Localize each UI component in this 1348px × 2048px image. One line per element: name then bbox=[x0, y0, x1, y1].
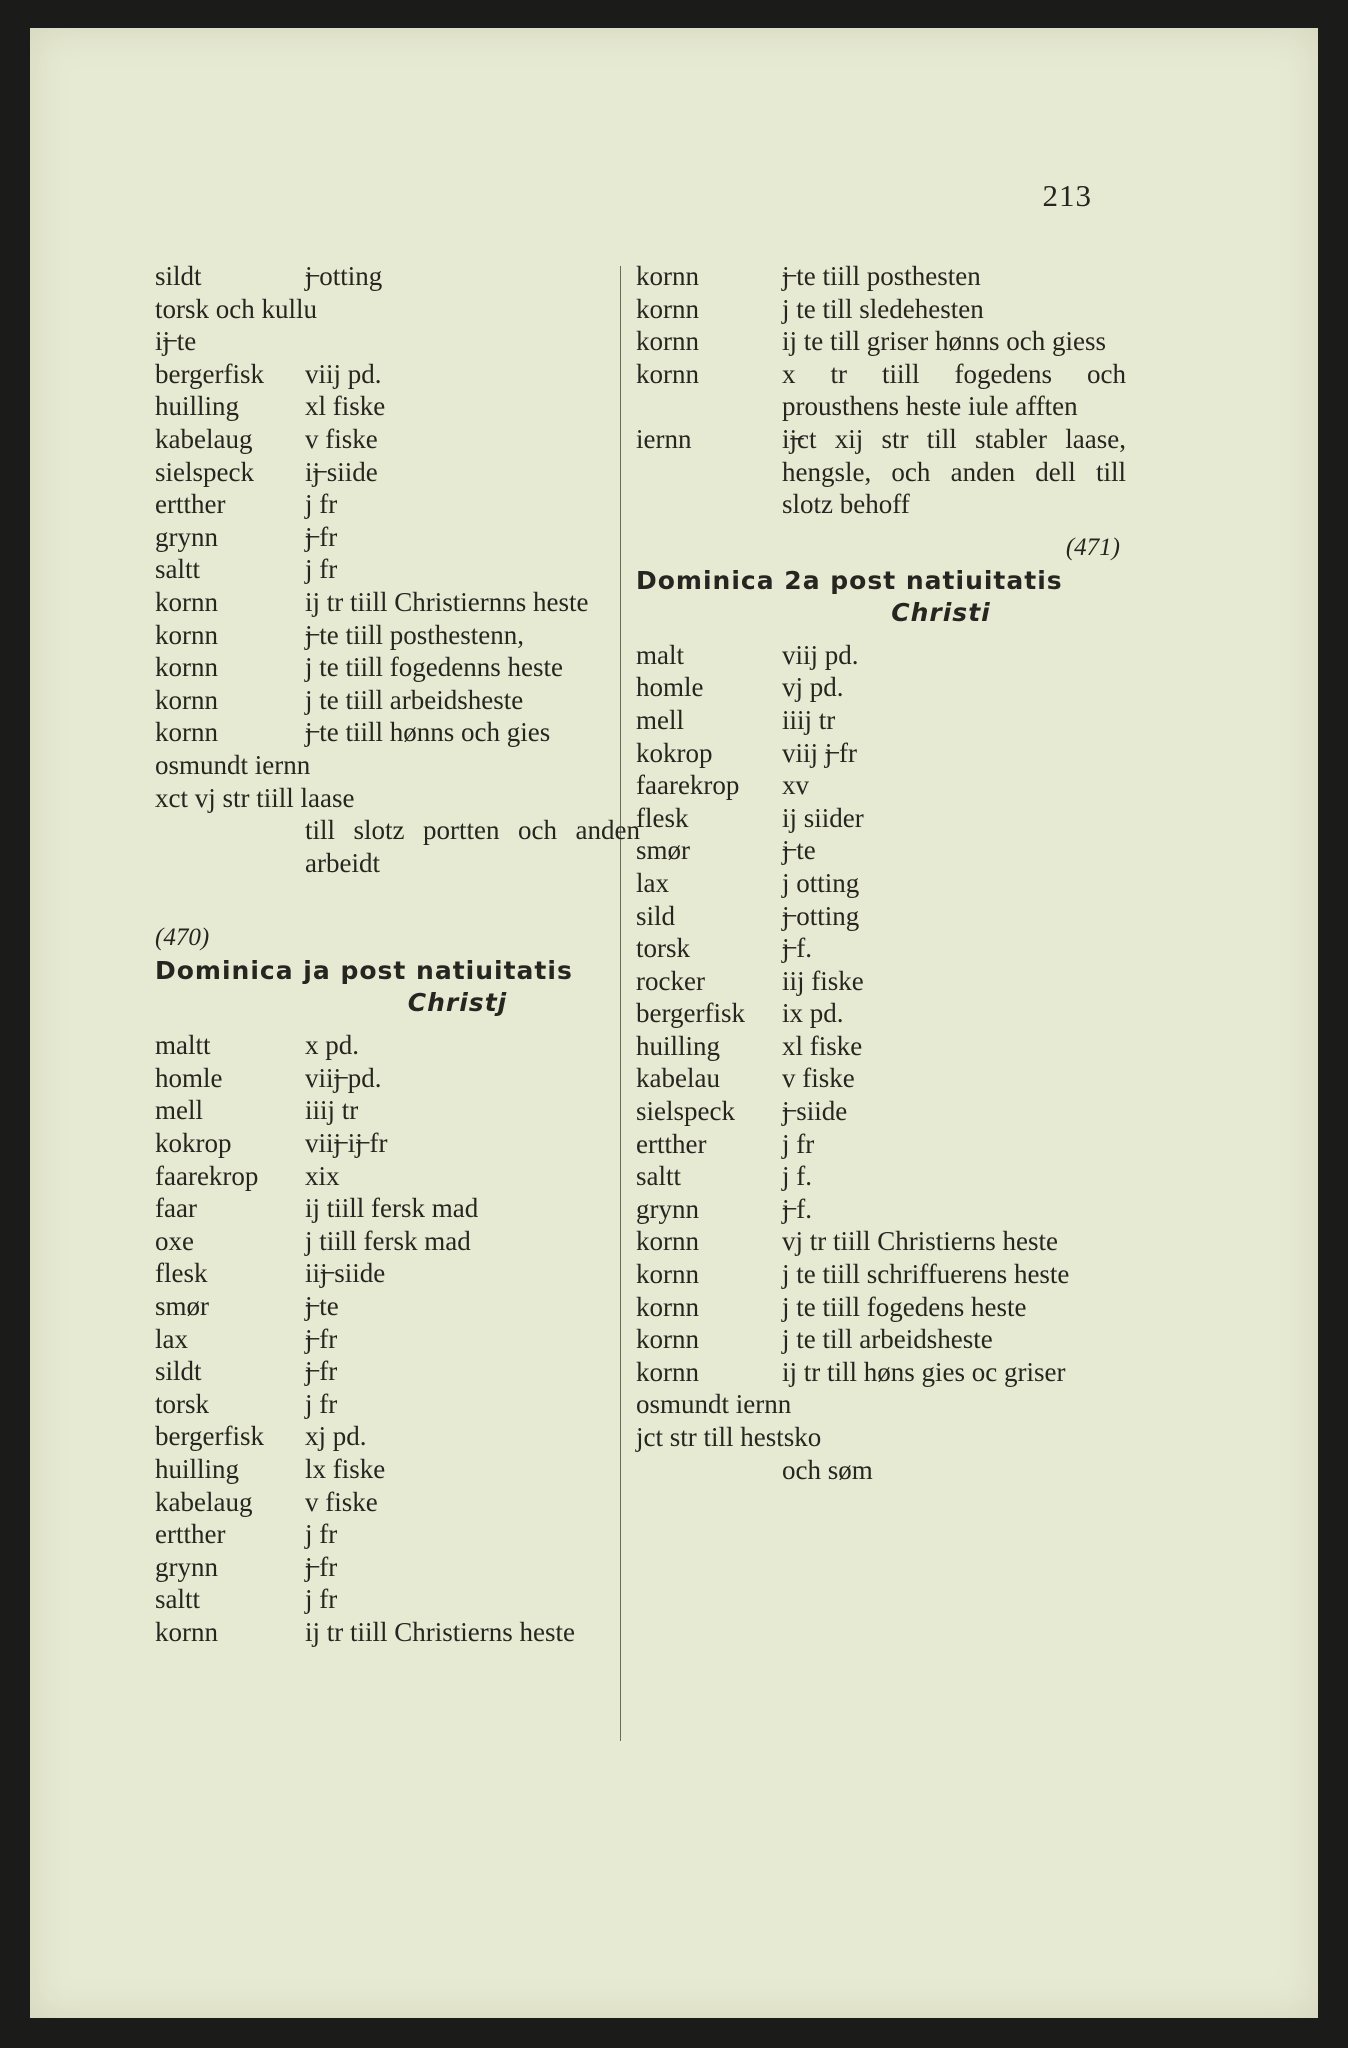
entry-value: j̶ fr bbox=[305, 1551, 338, 1582]
entry-value: ij tr tiill Christiernns heste bbox=[305, 586, 589, 617]
entry-term: faarekrop bbox=[155, 1160, 259, 1191]
ledger-entry bbox=[155, 1453, 640, 1486]
ledger-entry bbox=[636, 1356, 1126, 1389]
ledger-entry bbox=[636, 1225, 1126, 1258]
entry-term: bergerfisk bbox=[155, 358, 264, 389]
ledger-entry bbox=[155, 456, 640, 489]
ledger-entry bbox=[636, 802, 1126, 835]
ledger-entry bbox=[636, 1030, 1126, 1063]
entry-term: malt bbox=[636, 639, 684, 670]
entry-term: huilling bbox=[155, 1454, 240, 1484]
entry-value: j te till sledehesten bbox=[782, 293, 984, 324]
right-entries-top bbox=[636, 260, 1126, 521]
left-entries-top bbox=[155, 260, 640, 879]
document-page bbox=[30, 28, 1318, 2018]
entry-term: homle bbox=[155, 1062, 223, 1093]
ledger-entry bbox=[636, 260, 1126, 293]
ledger-entry bbox=[155, 1062, 640, 1095]
entry-value: ij tr tiill Christierns heste bbox=[305, 1616, 575, 1647]
entry-value: iiij tr bbox=[782, 704, 836, 735]
entry-term: kabelaug bbox=[155, 1486, 253, 1517]
entry-value: lx fiske bbox=[305, 1454, 386, 1484]
ledger-entry bbox=[636, 704, 1126, 737]
entry-term: torsk bbox=[636, 933, 690, 964]
entry-term: smør bbox=[155, 1291, 209, 1322]
ledger-entry bbox=[155, 1388, 640, 1421]
entry-value: j̶ otting bbox=[305, 261, 383, 291]
ledger-entry bbox=[155, 1551, 640, 1584]
entry-value: viij j̶ fr bbox=[782, 737, 857, 768]
entry-value: j̶ fr bbox=[305, 1323, 338, 1354]
entry-term: saltt bbox=[155, 554, 200, 585]
entry-reference-471: (471) bbox=[1065, 533, 1120, 561]
ledger-entry bbox=[636, 1128, 1126, 1161]
entry-value: ij tr till høns gies oc griser bbox=[782, 1356, 1066, 1387]
ledger-entry bbox=[636, 639, 1126, 672]
ledger-entry bbox=[636, 1258, 1126, 1291]
entry-term: kornn bbox=[155, 586, 218, 617]
entry-term: sildt bbox=[155, 1356, 202, 1387]
ledger-entry bbox=[636, 737, 1126, 770]
entry-value: xj pd. bbox=[305, 1421, 367, 1452]
ledger-entry bbox=[636, 325, 1126, 358]
entry-reference-470: (470) bbox=[155, 924, 210, 952]
entry-term: bergerfisk bbox=[155, 1421, 264, 1452]
entry-term: maltt bbox=[155, 1030, 211, 1061]
entry-value: j̶ te tiill posthestenn, bbox=[305, 619, 524, 650]
ledger-entry bbox=[155, 358, 640, 391]
entry-term: iernn bbox=[636, 423, 692, 454]
entry-value: j̶ f. bbox=[782, 1193, 812, 1224]
entry-value: j te tiill fogedens heste bbox=[782, 1291, 1027, 1322]
ledger-entry bbox=[155, 749, 640, 879]
ledger-entry bbox=[155, 390, 640, 423]
entry-value: j te till arbeidsheste bbox=[782, 1324, 993, 1355]
ledger-entry bbox=[155, 1355, 640, 1388]
entry-term: smør bbox=[636, 835, 690, 866]
entry-continuation: och søm bbox=[782, 1454, 873, 1485]
ledger-entry bbox=[636, 867, 1126, 900]
ledger-entry bbox=[155, 586, 640, 619]
entry-term: kornn bbox=[155, 717, 218, 748]
entry-value: v fiske bbox=[305, 423, 378, 454]
entry-value: ij tiill fersk mad bbox=[305, 1193, 479, 1224]
entry-value: j̶ f. bbox=[782, 933, 812, 964]
entry-term: kornn bbox=[636, 1324, 699, 1355]
entry-value: x tr tiill fogedens och prousthens heste iule afften bbox=[782, 358, 1126, 422]
entry-value: j fr bbox=[305, 1584, 338, 1615]
ledger-entry bbox=[155, 1616, 640, 1649]
entry-value: j̶ fr bbox=[305, 1356, 338, 1387]
entry-term: mell bbox=[155, 1095, 203, 1126]
ledger-entry bbox=[636, 1095, 1126, 1128]
ledger-entry bbox=[636, 358, 1126, 423]
entry-term: ertther bbox=[155, 1519, 226, 1550]
entry-value: ij̶ct xij str till stabler laase, hengsle, och anden dell till slotz behoff bbox=[782, 423, 1126, 520]
entry-term: kornn bbox=[155, 684, 218, 715]
ledger-entry bbox=[155, 1583, 640, 1616]
entry-value: xl fiske bbox=[782, 1030, 863, 1061]
entry-term: torsk och kullu bbox=[155, 293, 317, 324]
right-entries-bottom bbox=[636, 639, 1126, 1486]
entry-value: j fr bbox=[305, 1519, 338, 1550]
entry-term: grynn bbox=[155, 1551, 218, 1582]
entry-value: j̶ te bbox=[782, 835, 816, 866]
entry-value: j̶ siide bbox=[782, 1096, 848, 1127]
entry-term: bergerfisk bbox=[636, 998, 745, 1029]
entry-value: vj pd. bbox=[782, 672, 844, 703]
entry-term: huilling bbox=[636, 1030, 721, 1061]
entry-value: j̶ fr bbox=[305, 521, 338, 552]
right-column bbox=[636, 260, 1126, 1486]
entry-term: ertther bbox=[636, 1128, 707, 1159]
entry-term: sildt bbox=[155, 261, 202, 291]
ledger-entry bbox=[155, 1323, 640, 1356]
entry-term: oxe bbox=[155, 1225, 194, 1256]
ledger-entry bbox=[155, 1290, 640, 1323]
ledger-entry bbox=[155, 684, 640, 717]
entry-value: iiij tr bbox=[305, 1095, 359, 1126]
ledger-entry bbox=[155, 1160, 640, 1193]
entry-term: sielspeck bbox=[155, 456, 254, 487]
section-heading-right-line2: Christi bbox=[891, 597, 991, 627]
ledger-entry bbox=[155, 488, 640, 521]
entry-value: j f. bbox=[782, 1161, 812, 1192]
ledger-entry bbox=[636, 1388, 1126, 1486]
entry-value: ix pd. bbox=[782, 998, 844, 1029]
entry-term: kornn bbox=[636, 1259, 699, 1290]
entry-value: j fr bbox=[782, 1128, 815, 1159]
entry-term: torsk bbox=[155, 1388, 209, 1419]
entry-term: sielspeck bbox=[636, 1096, 735, 1127]
ledger-entry bbox=[155, 1192, 640, 1225]
ledger-entry bbox=[636, 293, 1126, 326]
entry-term: sild bbox=[636, 900, 676, 931]
section-heading-left-line1: Dominica ja post natiuitatis bbox=[155, 956, 573, 986]
left-entries-bottom bbox=[155, 1029, 640, 1648]
entry-term: kornn bbox=[636, 293, 699, 324]
ledger-entry bbox=[155, 619, 640, 652]
ledger-entry bbox=[155, 1225, 640, 1258]
entry-term: osmundt iernn bbox=[636, 1389, 792, 1420]
ledger-entry bbox=[636, 423, 1126, 521]
entry-value: j tiill fersk mad bbox=[305, 1225, 471, 1256]
entry-value: x pd. bbox=[305, 1030, 359, 1061]
ledger-entry bbox=[636, 1160, 1126, 1193]
ledger-entry bbox=[155, 1486, 640, 1519]
entry-value: j fr bbox=[305, 489, 338, 520]
entry-term: kornn bbox=[155, 652, 218, 683]
entry-value: v fiske bbox=[782, 1063, 855, 1094]
entry-term: flesk bbox=[155, 1258, 208, 1289]
entry-value: viij̶ ij̶ fr bbox=[305, 1128, 388, 1159]
entry-term: osmundt iernn bbox=[155, 749, 311, 780]
entry-term: saltt bbox=[636, 1161, 681, 1192]
entry-value: xv bbox=[782, 770, 809, 801]
ledger-entry bbox=[636, 1323, 1126, 1356]
section-heading-right-line1: Dominica 2a post natiuitatis bbox=[636, 565, 1063, 595]
page-number: 213 bbox=[1042, 178, 1092, 213]
ledger-entry bbox=[636, 900, 1126, 933]
entry-value: j fr bbox=[305, 1388, 338, 1419]
entry-term: rocker bbox=[636, 965, 705, 996]
entry-term: lax bbox=[636, 867, 669, 898]
ledger-entry bbox=[155, 1127, 640, 1160]
entry-value: viij pd. bbox=[782, 639, 859, 670]
entry-value: ij te till griser hønns och giess bbox=[782, 326, 1106, 357]
ledger-entry bbox=[636, 997, 1126, 1030]
entry-term: mell bbox=[636, 704, 684, 735]
entry-term: huilling bbox=[155, 391, 240, 422]
entry-continuation: till slotz portten och anden arbeidt bbox=[305, 815, 640, 878]
entry-term: lax bbox=[155, 1323, 188, 1354]
ledger-entry bbox=[636, 1193, 1126, 1226]
entry-value: j̶ te tiill posthesten bbox=[782, 261, 981, 291]
ledger-entry bbox=[636, 1062, 1126, 1095]
ledger-entry bbox=[155, 521, 640, 554]
entry-value: j fr bbox=[305, 554, 338, 585]
left-column bbox=[155, 260, 640, 1649]
ledger-entry bbox=[636, 834, 1126, 867]
ledger-entry bbox=[155, 651, 640, 684]
entry-value: xct vj str tiill laase bbox=[155, 782, 355, 813]
entry-value: xl fiske bbox=[305, 391, 386, 422]
ledger-entry bbox=[155, 293, 640, 358]
ledger-entry bbox=[155, 1518, 640, 1551]
entry-value: jct str till hestsko bbox=[636, 1422, 822, 1452]
entry-value: ij̶ te bbox=[155, 326, 197, 357]
entry-value: j te tiill fogedenns heste bbox=[305, 652, 563, 683]
entry-value: j̶ otting bbox=[782, 900, 860, 931]
entry-value: vj tr tiill Christierns heste bbox=[782, 1226, 1058, 1257]
entry-value: j̶ te tiill hønns och gies bbox=[305, 717, 551, 748]
entry-term: grynn bbox=[155, 521, 218, 552]
ledger-entry bbox=[155, 1420, 640, 1453]
entry-term: faar bbox=[155, 1193, 197, 1224]
entry-value: ij̶ siide bbox=[305, 456, 378, 487]
ledger-entry bbox=[636, 769, 1126, 802]
entry-term: kornn bbox=[636, 261, 699, 291]
entry-term: faarekrop bbox=[636, 770, 740, 801]
entry-term: kornn bbox=[636, 1226, 699, 1257]
ledger-entry bbox=[155, 1094, 640, 1127]
entry-term: flesk bbox=[636, 802, 689, 833]
entry-term: kokrop bbox=[155, 1128, 232, 1159]
entry-term: kornn bbox=[636, 1291, 699, 1322]
ledger-entry bbox=[636, 671, 1126, 704]
entry-value: ij siider bbox=[782, 802, 864, 833]
ledger-entry bbox=[155, 1029, 640, 1062]
entry-value: j te tiill schriffuerens heste bbox=[782, 1259, 1070, 1290]
entry-value: j otting bbox=[782, 867, 860, 898]
entry-value: iij̶ siide bbox=[305, 1258, 386, 1289]
entry-term: ertther bbox=[155, 489, 226, 520]
entry-term: kornn bbox=[636, 1356, 699, 1387]
section-heading-right bbox=[636, 565, 1126, 629]
entry-term: kornn bbox=[155, 1616, 218, 1647]
entry-term: saltt bbox=[155, 1584, 200, 1615]
ledger-entry bbox=[155, 716, 640, 749]
entry-term: kokrop bbox=[636, 737, 713, 768]
ledger-entry bbox=[636, 932, 1126, 965]
entry-value: viij pd. bbox=[305, 358, 382, 389]
ledger-entry bbox=[155, 553, 640, 586]
entry-value: viij̶ pd. bbox=[305, 1062, 382, 1093]
entry-term: homle bbox=[636, 672, 704, 703]
entry-value: iij fiske bbox=[782, 965, 864, 996]
entry-value: xix bbox=[305, 1160, 340, 1191]
entry-term: kabelau bbox=[636, 1063, 720, 1094]
entry-term: grynn bbox=[636, 1193, 699, 1224]
entry-term: kabelaug bbox=[155, 423, 253, 454]
section-heading-left bbox=[155, 955, 640, 1019]
entry-value: j te tiill arbeidsheste bbox=[305, 684, 524, 715]
entry-term: kornn bbox=[155, 619, 218, 650]
entry-value: j̶ te bbox=[305, 1291, 339, 1322]
entry-term: kornn bbox=[636, 326, 699, 357]
ledger-entry bbox=[636, 1291, 1126, 1324]
ledger-entry bbox=[155, 423, 640, 456]
entry-term: kornn bbox=[636, 358, 699, 389]
ledger-entry bbox=[636, 965, 1126, 998]
entry-value: v fiske bbox=[305, 1486, 378, 1517]
section-heading-left-line2: Christj bbox=[407, 988, 508, 1018]
ledger-entry bbox=[155, 260, 640, 293]
ledger-entry bbox=[155, 1257, 640, 1290]
